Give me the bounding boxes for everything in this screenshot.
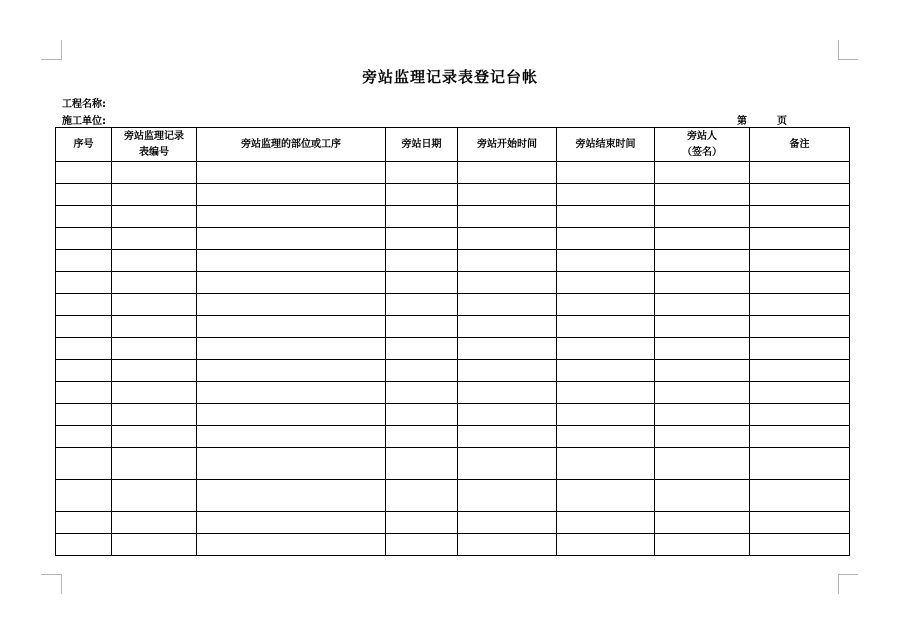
table-row: [56, 206, 850, 228]
table-row: [56, 294, 850, 316]
table-cell[interactable]: [112, 162, 197, 184]
project-name-label: 工程名称:: [62, 99, 106, 110]
table-cell[interactable]: [386, 360, 458, 382]
table-cell[interactable]: [655, 162, 750, 184]
table-cell[interactable]: [56, 184, 112, 206]
table-cell[interactable]: [557, 512, 655, 534]
table-cell[interactable]: [750, 184, 850, 206]
table-row: [56, 534, 850, 556]
table-cell[interactable]: [386, 480, 458, 512]
table-cell[interactable]: [655, 426, 750, 448]
table-row: [56, 382, 850, 404]
table-cell[interactable]: [750, 228, 850, 250]
table-cell[interactable]: [655, 316, 750, 338]
header-cell: 备注: [750, 128, 850, 162]
header-cell: 旁站监理的部位或工序: [197, 128, 386, 162]
table-cell[interactable]: [750, 272, 850, 294]
table-cell[interactable]: [197, 404, 386, 426]
table-cell[interactable]: [557, 294, 655, 316]
table-cell[interactable]: [750, 512, 850, 534]
table-cell[interactable]: [655, 228, 750, 250]
table-cell[interactable]: [655, 512, 750, 534]
table-cell[interactable]: [458, 448, 557, 480]
table-row: [56, 480, 850, 512]
table-cell[interactable]: [386, 404, 458, 426]
crop-mark-top-left: [41, 59, 61, 60]
crop-mark-top-right: [838, 59, 858, 60]
table-cell[interactable]: [56, 480, 112, 512]
table-row: [56, 162, 850, 184]
table-cell[interactable]: [386, 162, 458, 184]
table-cell[interactable]: [386, 338, 458, 360]
table-cell[interactable]: [458, 206, 557, 228]
table-row: [56, 404, 850, 426]
table-cell[interactable]: [197, 448, 386, 480]
header-cell: 旁站开始时间: [458, 128, 557, 162]
table-cell[interactable]: [458, 512, 557, 534]
table-cell[interactable]: [750, 426, 850, 448]
table-cell[interactable]: [386, 448, 458, 480]
page-suffix: 页: [777, 116, 787, 127]
table-cell[interactable]: [56, 228, 112, 250]
table-cell[interactable]: [56, 534, 112, 556]
table-cell[interactable]: [655, 534, 750, 556]
table-row: [56, 316, 850, 338]
table-cell[interactable]: [557, 426, 655, 448]
table-header-row: [56, 128, 850, 162]
table-cell[interactable]: [112, 360, 197, 382]
table-cell[interactable]: [458, 250, 557, 272]
table-cell[interactable]: [557, 206, 655, 228]
table-cell[interactable]: [197, 480, 386, 512]
table-cell[interactable]: [56, 404, 112, 426]
table-cell[interactable]: [750, 162, 850, 184]
table-cell[interactable]: [197, 316, 386, 338]
table-row: [56, 272, 850, 294]
table-cell[interactable]: [197, 382, 386, 404]
table-cell[interactable]: [458, 294, 557, 316]
table-cell[interactable]: [750, 338, 850, 360]
table-cell[interactable]: [557, 448, 655, 480]
table-cell[interactable]: [655, 338, 750, 360]
table-cell[interactable]: [112, 250, 197, 272]
crop-mark-bottom-right: [838, 574, 858, 575]
table-cell[interactable]: [386, 228, 458, 250]
table-cell[interactable]: [112, 404, 197, 426]
table-cell[interactable]: [557, 250, 655, 272]
table-cell[interactable]: [458, 338, 557, 360]
table-cell[interactable]: [557, 272, 655, 294]
table-cell[interactable]: [557, 360, 655, 382]
document-title: 旁站监理记录表登记台帐: [361, 68, 538, 86]
table-row: [56, 228, 850, 250]
table-cell[interactable]: [56, 338, 112, 360]
table-cell[interactable]: [655, 382, 750, 404]
table-cell[interactable]: [458, 480, 557, 512]
table-cell[interactable]: [112, 294, 197, 316]
table-cell[interactable]: [557, 316, 655, 338]
table-cell[interactable]: [458, 382, 557, 404]
table-cell[interactable]: [112, 184, 197, 206]
table-cell[interactable]: [112, 316, 197, 338]
table-cell[interactable]: [197, 360, 386, 382]
table-cell[interactable]: [386, 426, 458, 448]
table-row: [56, 338, 850, 360]
table-cell[interactable]: [655, 250, 750, 272]
table-row: [56, 250, 850, 272]
table-cell[interactable]: [750, 206, 850, 228]
table-cell[interactable]: [557, 228, 655, 250]
table-cell[interactable]: [458, 272, 557, 294]
table-row: [56, 512, 850, 534]
table-cell[interactable]: [386, 206, 458, 228]
table-cell[interactable]: [655, 294, 750, 316]
header-cell: 旁站监理记录 表编号: [112, 128, 197, 162]
table-cell[interactable]: [112, 272, 197, 294]
table-cell[interactable]: [56, 512, 112, 534]
table-cell[interactable]: [112, 480, 197, 512]
table-cell[interactable]: [458, 228, 557, 250]
table-cell[interactable]: [56, 316, 112, 338]
construction-unit-label: 施工单位:: [62, 116, 106, 127]
table-cell[interactable]: [386, 382, 458, 404]
table-cell[interactable]: [655, 404, 750, 426]
table-cell[interactable]: [56, 294, 112, 316]
table-row: [56, 184, 850, 206]
crop-mark-bottom-left: [41, 574, 61, 575]
table-cell[interactable]: [458, 162, 557, 184]
table-cell[interactable]: [557, 184, 655, 206]
table-cell[interactable]: [197, 162, 386, 184]
table-cell[interactable]: [458, 534, 557, 556]
table-cell[interactable]: [197, 272, 386, 294]
table-cell[interactable]: [386, 272, 458, 294]
table-cell[interactable]: [655, 360, 750, 382]
table-cell[interactable]: [197, 206, 386, 228]
table-cell[interactable]: [112, 338, 197, 360]
table-cell[interactable]: [655, 272, 750, 294]
table-cell[interactable]: [56, 382, 112, 404]
table-cell[interactable]: [112, 534, 197, 556]
table-cell[interactable]: [112, 206, 197, 228]
table-cell[interactable]: [197, 228, 386, 250]
table-cell[interactable]: [557, 534, 655, 556]
table-cell[interactable]: [655, 448, 750, 480]
table-cell[interactable]: [386, 512, 458, 534]
table-cell[interactable]: [56, 250, 112, 272]
table-cell[interactable]: [197, 426, 386, 448]
table-cell[interactable]: [56, 426, 112, 448]
table-cell[interactable]: [197, 534, 386, 556]
table-cell[interactable]: [655, 206, 750, 228]
table-cell[interactable]: [557, 404, 655, 426]
table-cell[interactable]: [557, 382, 655, 404]
table-cell[interactable]: [197, 184, 386, 206]
table-cell[interactable]: [112, 512, 197, 534]
table-cell[interactable]: [655, 184, 750, 206]
table-cell[interactable]: [386, 184, 458, 206]
table-cell[interactable]: [112, 382, 197, 404]
table-cell[interactable]: [557, 480, 655, 512]
table-cell[interactable]: [458, 404, 557, 426]
table-cell[interactable]: [750, 382, 850, 404]
header-cell: 序号: [56, 128, 112, 162]
table-cell[interactable]: [458, 184, 557, 206]
table-row: [56, 360, 850, 382]
table-cell[interactable]: [56, 272, 112, 294]
table-cell[interactable]: [458, 426, 557, 448]
table-cell[interactable]: [56, 360, 112, 382]
table-cell[interactable]: [56, 206, 112, 228]
crop-mark-bottom-right: [838, 574, 839, 594]
header-cell: 旁站结束时间: [557, 128, 655, 162]
table-cell[interactable]: [197, 250, 386, 272]
table-cell[interactable]: [386, 294, 458, 316]
crop-mark-top-left: [61, 40, 62, 60]
table-cell[interactable]: [750, 294, 850, 316]
table-cell[interactable]: [386, 316, 458, 338]
table-cell[interactable]: [750, 480, 850, 512]
table-cell[interactable]: [750, 316, 850, 338]
table-cell[interactable]: [750, 404, 850, 426]
table-cell[interactable]: [750, 250, 850, 272]
table-cell[interactable]: [112, 448, 197, 480]
crop-mark-bottom-left: [61, 574, 62, 594]
table-cell[interactable]: [557, 162, 655, 184]
table-cell[interactable]: [112, 228, 197, 250]
table-row: [56, 448, 850, 480]
table-cell[interactable]: [458, 316, 557, 338]
page-number-label: [737, 112, 787, 127]
table-cell[interactable]: [197, 294, 386, 316]
table-cell[interactable]: [56, 448, 112, 480]
header-cell: 旁站人 （签名）: [655, 128, 750, 162]
ledger-table: [55, 127, 850, 556]
table-cell[interactable]: [750, 360, 850, 382]
ledger-body: [56, 162, 850, 556]
table-cell[interactable]: [197, 338, 386, 360]
table-cell[interactable]: [655, 480, 750, 512]
table-cell[interactable]: [56, 162, 112, 184]
table-cell[interactable]: [750, 534, 850, 556]
table-cell[interactable]: [458, 360, 557, 382]
table-cell[interactable]: [557, 338, 655, 360]
table-row: [56, 426, 850, 448]
table-cell[interactable]: [386, 250, 458, 272]
table-cell[interactable]: [750, 448, 850, 480]
table-cell[interactable]: [112, 426, 197, 448]
crop-mark-top-right: [838, 40, 839, 60]
table-cell[interactable]: [386, 534, 458, 556]
header-cell: 旁站日期: [386, 128, 458, 162]
table-cell[interactable]: [197, 512, 386, 534]
page-prefix: 第: [737, 116, 747, 127]
